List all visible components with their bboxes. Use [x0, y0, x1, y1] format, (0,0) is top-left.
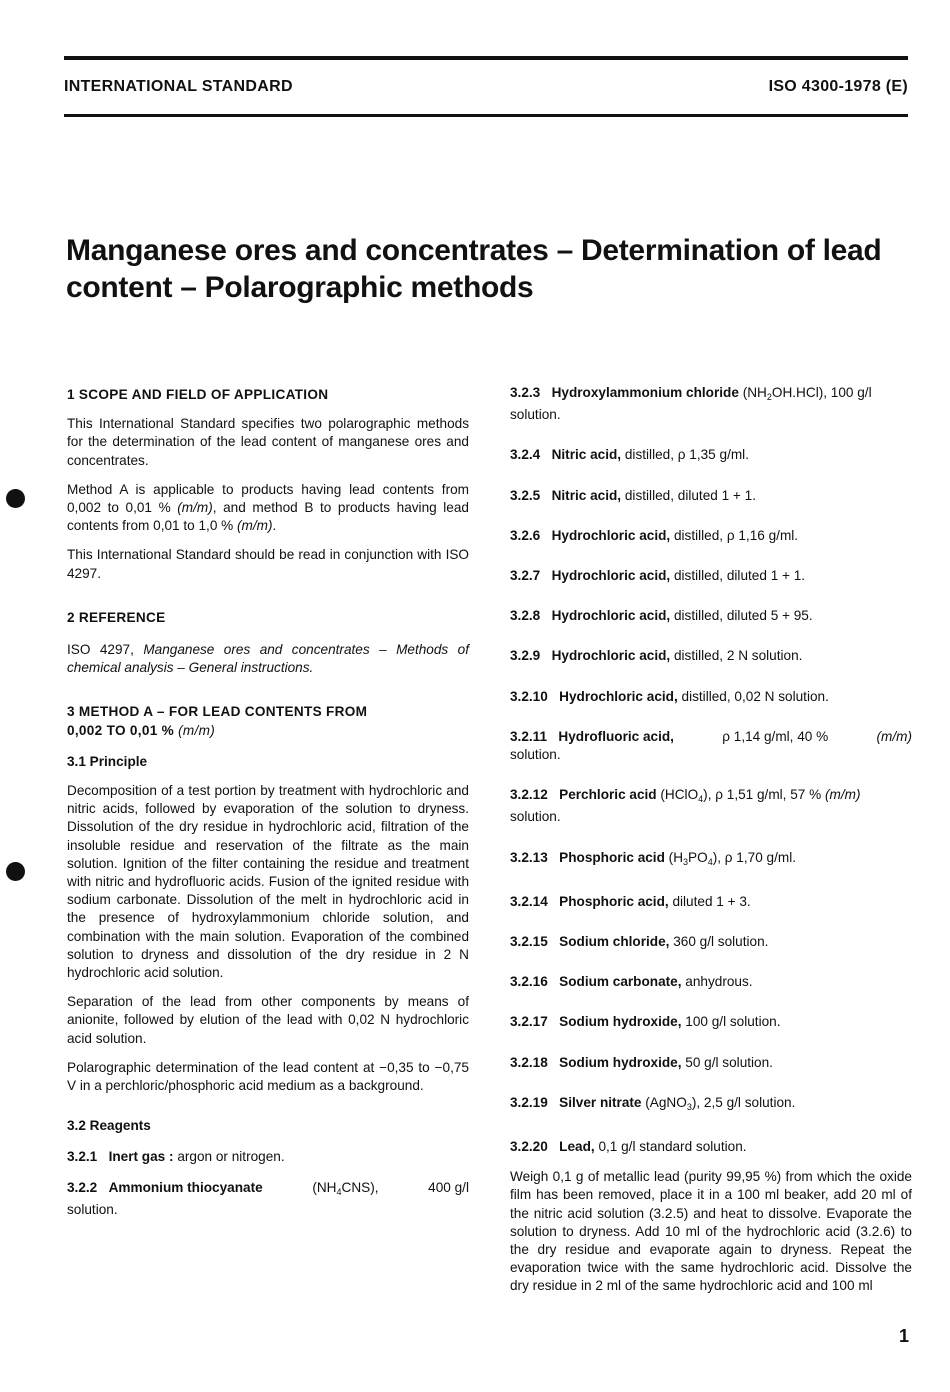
reagent-3-2-11-continuation: solution.: [510, 747, 561, 763]
formula-part: (H: [668, 849, 684, 865]
reagent-description: distilled, ρ 1,16 g/ml.: [673, 527, 799, 543]
reagent-description: diluted 1 + 3.: [672, 893, 751, 909]
reagent-list-a: [510, 446, 912, 705]
section-2-reference: [67, 641, 469, 677]
reagent-list-b: [510, 893, 912, 1072]
reagent-name: Hydrochloric acid,: [559, 688, 678, 704]
reagent-number: 3.2.7: [510, 568, 541, 584]
reagent-number: 3.2.18: [510, 1054, 548, 1070]
reagent-3-2-14: [510, 893, 912, 911]
formula-part: ), 2,5 g/l solution.: [691, 1094, 796, 1110]
reagent-name: Sodium hydroxide,: [559, 1054, 682, 1070]
reagent-name: Hydrochloric acid,: [551, 608, 671, 624]
reagent-number: 3.2.16: [510, 974, 548, 990]
reagent-3-2-9: [510, 647, 912, 665]
reagent-name: Phosphoric acid: [559, 849, 665, 865]
reagent-number: 3.2.11: [510, 728, 548, 744]
reagent-description: 360 g/l solution.: [673, 934, 769, 950]
reagent-number: 3.2.20: [510, 1139, 548, 1155]
reagent-description: distilled, 0,02 N solution.: [681, 688, 829, 704]
reagent-description: distilled, diluted 1 + 1.: [624, 487, 756, 503]
reagent-number: 3.2.1: [67, 1148, 98, 1164]
reagent-name: Ammonium thiocyanate: [108, 1179, 263, 1195]
formula-subscript: 3: [686, 1101, 692, 1112]
reference-standard-number: ISO 4297,: [67, 642, 144, 658]
reagent-description: argon or nitrogen.: [173, 1148, 285, 1164]
reagent-name: Nitric acid,: [551, 447, 622, 463]
formula-part: CNS),: [341, 1179, 379, 1195]
reagent-3-2-15: [510, 933, 912, 951]
formula-part: (NH: [742, 385, 767, 400]
formula-part: (NH: [312, 1179, 337, 1195]
right-column: [510, 384, 912, 1296]
section-1-paragraph-3: This International Standard should be read in conjunction with ISO 4297.: [67, 547, 469, 581]
header-top-rule: [64, 56, 908, 60]
reagent-number: 3.2.5: [510, 487, 541, 503]
reagent-name: Hydrochloric acid,: [551, 568, 671, 584]
reagent-3-2-6: [510, 527, 912, 545]
reagent-concentration: 400 g/l: [428, 1179, 469, 1195]
reagent-name: Perchloric acid: [559, 787, 657, 803]
reagent-name: Hydrofluoric acid,: [558, 728, 674, 744]
formula-subscript: 2: [766, 392, 772, 402]
s1-p2-mass-fraction-1: (m/m): [177, 500, 213, 516]
s1-p2-text-c: .: [272, 518, 277, 534]
reagent-3-2-19: [510, 1094, 912, 1116]
reagent-3-2-10: [510, 688, 912, 706]
reagent-name: Sodium carbonate,: [559, 974, 682, 990]
left-column: [67, 386, 469, 1219]
reagent-number: 3.2.12: [510, 787, 548, 803]
reagent-number: 3.2.9: [510, 648, 541, 664]
s1-p2-text-b: , and method B to products having lead contents from 0,01 to 1,0 %: [67, 500, 469, 534]
reagent-name: Sodium hydroxide,: [559, 1014, 682, 1030]
principle-paragraph-3: Polarographic determination of the lead content at −0,35 to −0,75 V in a perchloric/phosphoric acid medium as a background.: [67, 1059, 469, 1094]
reagent-number: 3.2.6: [510, 527, 541, 543]
reagent-description: distilled, ρ 1,35 g/ml.: [624, 447, 749, 463]
principle-paragraph-2: Separation of the lead from other components by means of anionite, followed by elution of the lead with 0,02 N hydrochloric acid solution.: [67, 994, 469, 1046]
reagent-number: 3.2.10: [510, 688, 548, 704]
reagent-description: 50 g/l solution.: [685, 1054, 773, 1070]
section-1-paragraph-2: [67, 481, 469, 536]
reagent-3-2-2: [67, 1179, 469, 1201]
reagent-number: 3.2.3: [510, 385, 541, 400]
header-bottom-rule: [64, 114, 908, 117]
page-number: 1: [899, 1326, 910, 1346]
reagent-3-2-16: [510, 973, 912, 991]
reagent-mass-fraction: (m/m): [876, 728, 912, 744]
reagent-description: solution.: [510, 407, 561, 423]
section-3-heading-line-1: 3 METHOD A – FOR LEAD CONTENTS FROM: [67, 704, 368, 720]
reagent-name: Nitric acid,: [551, 487, 622, 503]
header-standard-label: INTERNATIONAL STANDARD: [64, 78, 293, 95]
reagent-3-2-7: [510, 567, 912, 585]
section-3-heading-line-2: 0,002 TO 0,01 %: [67, 722, 179, 738]
reagent-description: distilled, diluted 5 + 95.: [673, 608, 813, 624]
reagent-3-2-2-continuation: solution.: [67, 1201, 118, 1217]
section-2-heading: 2 REFERENCE: [67, 609, 166, 625]
reagent-description: solution.: [510, 809, 561, 825]
reagent-name: Lead,: [559, 1139, 595, 1155]
reagent-number: 3.2.19: [510, 1094, 548, 1110]
reagent-3-2-8: [510, 607, 912, 625]
reagent-3-2-11: [510, 728, 912, 746]
formula-part: (HClO: [660, 787, 699, 803]
reagent-3-2-5: [510, 487, 912, 505]
title-line-1: Manganese ores and concentrates – Determination of lead: [66, 234, 882, 267]
formula-part: OH.HCl), 100 g/l: [771, 385, 872, 400]
reagent-name: Hydroxylammonium chloride: [551, 385, 739, 400]
reagent-mass-fraction: (m/m): [825, 787, 861, 803]
section-3-1-heading: 3.1 Principle: [67, 753, 148, 769]
section-3-heading-mass-fraction: (m/m): [178, 722, 216, 738]
reagent-formula: [312, 1179, 378, 1201]
reagent-name: Inert gas :: [108, 1148, 174, 1164]
reagent-number: 3.2.13: [510, 849, 548, 865]
title-line-2: content – Polarographic methods: [66, 271, 534, 304]
formula-part: PO: [688, 849, 708, 865]
reagent-3-2-20: [510, 1138, 912, 1156]
reagent-3-2-17: [510, 1013, 912, 1031]
reagent-description: 0,1 g/l standard solution.: [598, 1139, 747, 1155]
reference-standard-title: Manganese ores and concentrates – Methods of chemical analysis – General instructions.: [67, 642, 469, 676]
formula-part: ), ρ 1,70 g/ml.: [712, 849, 796, 865]
reagent-description: distilled, 2 N solution.: [673, 648, 803, 664]
punch-hole-marker-lower: [6, 862, 25, 881]
reagent-density: ρ 1,14 g/ml, 40 %: [722, 728, 829, 744]
reagent-3-2-1: [67, 1148, 469, 1166]
reagent-3-2-3: [510, 384, 912, 424]
reagent-number: 3.2.2: [67, 1179, 98, 1195]
reagent-name: Phosphoric acid,: [559, 893, 669, 909]
header-standard-number: ISO 4300-1978 (E): [768, 78, 908, 95]
principle-paragraph-1: Decomposition of a test portion by treatment with hydrochloric and nitric acids, followed by evaporation of the solution to dryness. Dissolution of the dry residue in hydrochloric acid, filtration of the insoluble residue and reservation of the filtrate as the main solution. Ignition of the filter containing the residue and treatment with nitric and hydrofluoric acids. Fusion of the ignited residue with sodium carbonate. Dissolution of the melt in hydrochloric acid in the presence of hydroxylammonium chloride solution, and combination with the main solution. Evaporation of the combined solution to dryness and dissolution of the dry residue in 2 N hydrochloric acid solution.: [67, 783, 469, 981]
formula-subscript: 3: [683, 856, 689, 867]
reagent-name: Hydrochloric acid,: [551, 527, 671, 543]
s1-p2-mass-fraction-2: (m/m): [237, 518, 273, 534]
document-title: [66, 232, 886, 306]
section-1-heading: 1 SCOPE AND FIELD OF APPLICATION: [67, 387, 329, 402]
reagent-name: Sodium chloride,: [559, 934, 670, 950]
lead-standard-preparation: Weigh 0,1 g of metallic lead (purity 99,95 %) from which the oxide film has been removed, place it in a 100 ml beaker, add 20 ml of the nitric acid solution (3.2.5) and heat to dissolve. Evaporate the solution to dryness. Add 10 ml of the hydrochloric acid (3.2.6) to the dry residue and evaporate again to dryness. Repeat the evaporation twice with the same hydrochloric acid. Dissolve the dry residue in 2 ml of the same hydrochloric acid and 100 ml: [510, 1169, 912, 1294]
reagent-number: 3.2.15: [510, 934, 548, 950]
formula-subscript: 4: [698, 794, 704, 805]
reagent-number: 3.2.4: [510, 447, 541, 463]
reagent-name: Silver nitrate: [559, 1094, 642, 1110]
reagent-number: 3.2.14: [510, 893, 548, 909]
reagent-3-2-12: [510, 786, 912, 826]
punch-hole-marker-upper: [6, 489, 25, 508]
reagent-description: 100 g/l solution.: [685, 1014, 781, 1030]
reagent-3-2-13: [510, 849, 912, 871]
reagent-3-2-18: [510, 1054, 912, 1072]
section-3-2-heading: 3.2 Reagents: [67, 1118, 151, 1134]
reagent-description: distilled, diluted 1 + 1.: [673, 568, 806, 584]
section-1-paragraph-1: This International Standard specifies two polarographic methods for the determination of the lead content of manganese ores and concentrates.: [67, 416, 469, 468]
formula-subscript: 4: [707, 856, 713, 867]
reagent-number: 3.2.17: [510, 1014, 548, 1030]
formula-subscript: 4: [336, 1186, 342, 1197]
reagent-number: 3.2.8: [510, 608, 541, 624]
reagent-description: anhydrous.: [685, 974, 753, 990]
s1-p2-text-a: Method A is applicable to products having lead contents from 0,002 to 0,01 %: [67, 481, 469, 516]
reagent-name: Hydrochloric acid,: [551, 648, 671, 664]
section-3-heading: [67, 703, 469, 739]
formula-part: (AgNO: [645, 1094, 687, 1110]
reagent-3-2-4: [510, 446, 912, 464]
formula-part: ), ρ 1,51 g/ml, 57 %: [703, 787, 825, 803]
